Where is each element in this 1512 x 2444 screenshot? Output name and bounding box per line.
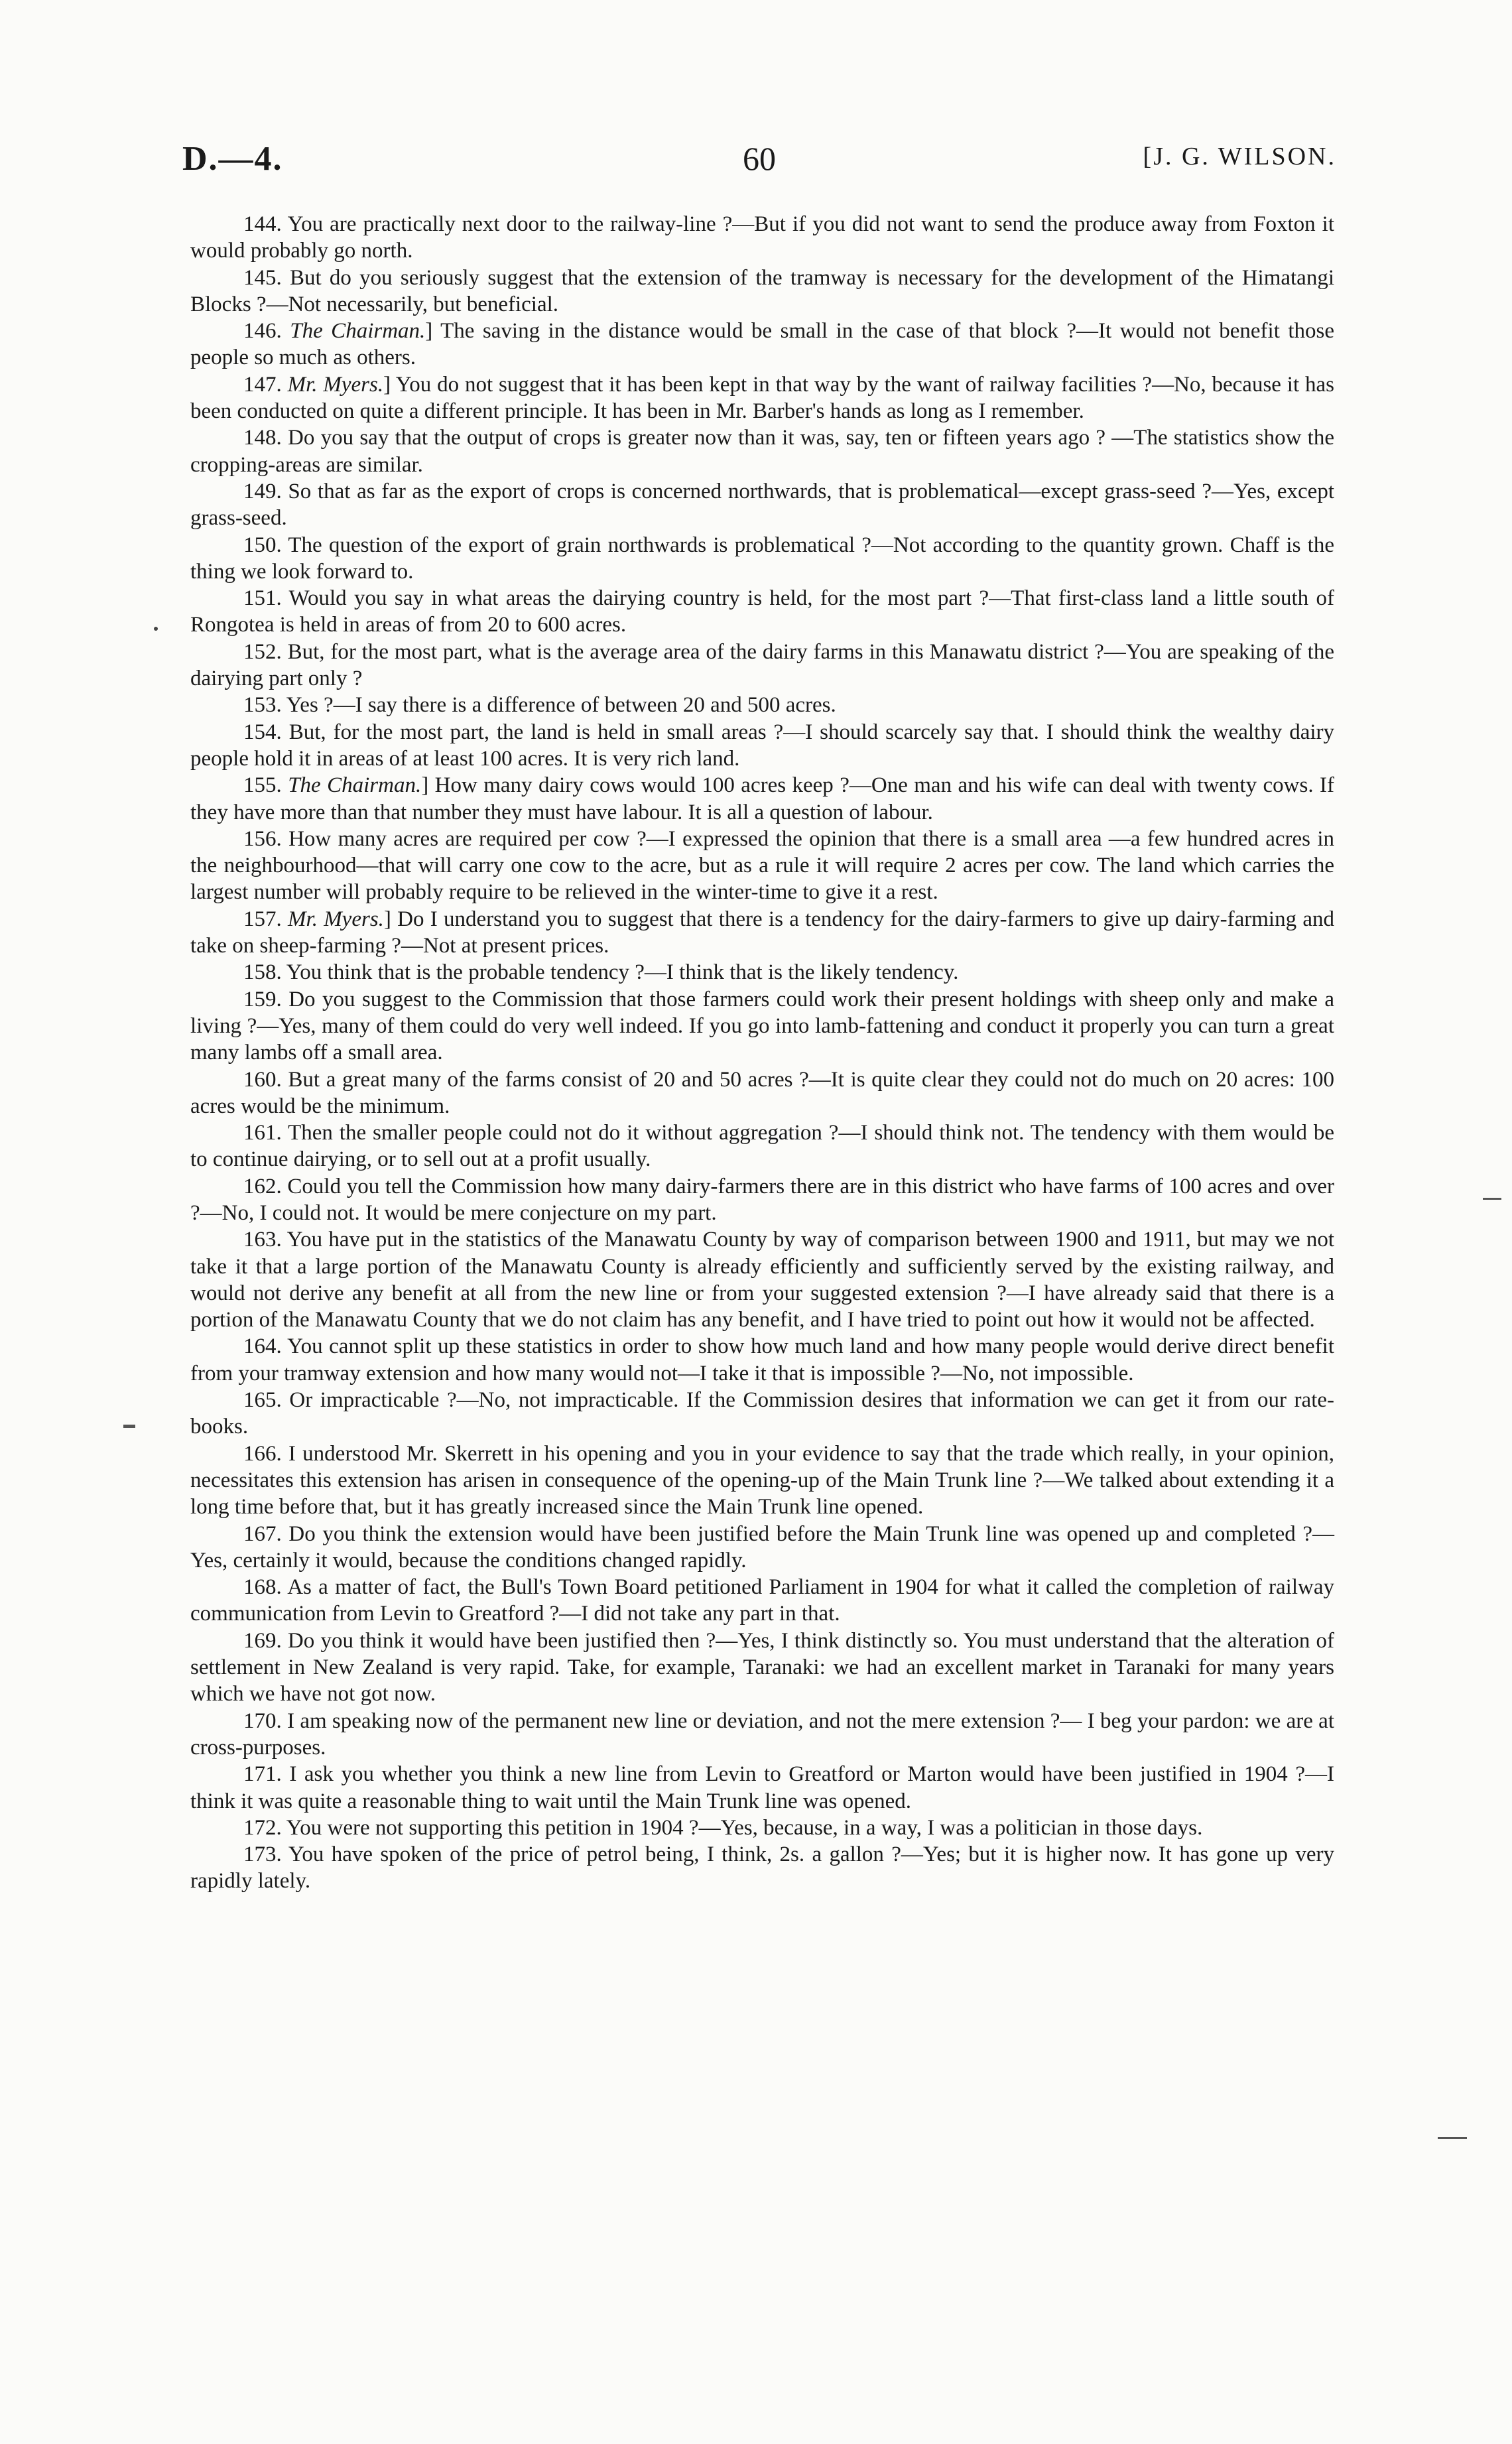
question-169: 169. Do you think it would have been justified then ?—Yes, I think distinctly so. You must understand that the alteration of settlement in New Zealand is very rapid. Take, for example, Taranaki: we had an excellent market in Taranaki for many years which we have not got now. xyxy=(190,1628,1334,1706)
question-number: 157. xyxy=(243,907,282,931)
page-header xyxy=(182,139,1336,186)
page-number: 60 xyxy=(743,140,776,177)
question-155 xyxy=(190,772,1334,826)
question-text: ] You do not suggest that it has been kept in that way by the want of railway facilities ?—No, because it has been conducted on quite a different principle. It has been in Mr. Barber's hands as long as I remember. xyxy=(190,372,1334,424)
margin-speck xyxy=(154,627,158,631)
question-168: 168. As a matter of fact, the Bull's Town Board petitioned Parliament in 1904 for what it called the completion of railway communication from Levin to Greatford ?—I did not take any part in that. xyxy=(190,1575,1334,1626)
speaker-name: Mr. Myers. xyxy=(288,907,384,931)
question-149: 149. So that as far as the export of crops is concerned northwards, that is problematical—except grass-seed ?—Yes, except grass-seed. xyxy=(190,479,1334,531)
speaker-name: The Chairman. xyxy=(288,773,422,798)
question-156: 156. How many acres are required per cow ?—I expressed the opinion that there is a small area —a few hundred acres in the neighbourhood—that will carry one cow to the acre, but as a rule it will require 2 acres per cow. The land which carries the largest number will probably require to be relieved in the winter-time to give it a rest. xyxy=(190,826,1334,905)
question-145: 145. But do you seriously suggest that the extension of the tramway is necessary for the development of the Himatangi Blocks ?—Not necessarily, but beneficial. xyxy=(190,265,1334,316)
testimony-body xyxy=(190,211,1334,1895)
question-number: 155. xyxy=(243,773,282,798)
question-text: ] How many dairy cows would 100 acres keep ?—One man and his wife can deal with twenty cows. If they have more than that number they must have labour. It is all a question of labour. xyxy=(190,773,1335,824)
question-160: 160. But a great many of the farms consist of 20 and 50 acres ?—It is quite clear they could not do much on 20 acres: 100 acres would be the minimum. xyxy=(190,1067,1334,1118)
question-151: 151. Would you say in what areas the dairying country is held, for the most part ?—That first-class land a little south of Rongotea is held in areas of from 20 to 600 acres. xyxy=(190,586,1334,637)
question-148: 148. Do you say that the output of crops is greater now than it was, say, ten or fifteen years ago ? —The statistics show the cropping-areas are similar. xyxy=(190,426,1334,477)
question-172: 172. You were not supporting this petition in 1904 ?—Yes, because, in a way, I was a politician in those days. xyxy=(243,1815,1203,1840)
question-text: ] The saving in the distance would be small in the case of that block ?—It would not benefit those people so much as others. xyxy=(190,319,1334,370)
question-165: 165. Or impracticable ?—No, not impracticable. If the Commission desires that information we can get it from our rate-books. xyxy=(190,1388,1334,1439)
question-162: 162. Could you tell the Commission how many dairy-farmers there are in this district who have farms of 100 acres and over ?—No, I could not. It would be mere conjecture on my part. xyxy=(190,1174,1334,1225)
question-159: 159. Do you suggest to the Commission that those farmers could work their present holdings with sheep only and make a living ?—Yes, many of them could do very well indeed. If you go into lamb-fattening and conduct it properly you can turn a great many lambs off a small area. xyxy=(190,987,1334,1065)
question-171: 171. I ask you whether you think a new line from Levin to Greatford or Marton would have been justified in 1904 ?—I think it was quite a reasonable thing to wait until the Main Trunk line was opened. xyxy=(190,1762,1334,1813)
question-154: 154. But, for the most part, the land is held in small areas ?—I should scarcely say that. I should think the wealthy dairy people hold it in areas of at least 100 acres. It is very rich land. xyxy=(190,720,1334,771)
margin-mark xyxy=(1483,1198,1501,1200)
question-153: 153. Yes ?—I say there is a difference of between 20 and 500 acres. xyxy=(243,693,836,718)
question-152: 152. But, for the most part, what is the average area of the dairy farms in this Manawatu district ?—You are speaking of the dairying part only ? xyxy=(190,639,1334,691)
question-147 xyxy=(190,371,1334,425)
question-146 xyxy=(190,318,1334,371)
question-173: 173. You have spoken of the price of petrol being, I think, 2s. a gallon ?—Yes; but it is higher now. It has gone up very rapidly lately. xyxy=(190,1842,1334,1894)
question-164: 164. You cannot split up these statistics in order to show how much land and how many people would derive direct benefit from your tramway extension and how many would not—I take it that is impossible ?—No, not impossible. xyxy=(190,1334,1334,1385)
question-167: 167. Do you think the extension would have been justified before the Main Trunk line was opened up and completed ?—Yes, certainly it would, because the conditions changed rapidly. xyxy=(190,1521,1334,1573)
question-144: 144. You are practically next door to the railway-line ?—But if you did not want to send the produce away from Foxton it would probably go north. xyxy=(190,212,1334,263)
document-reference: D.—4. xyxy=(182,140,283,178)
question-150: 150. The question of the export of grain northwards is problematical ?—Not according to the quantity grown. Chaff is the thing we look forward to. xyxy=(190,533,1334,584)
question-170: 170. I am speaking now of the permanent new line or deviation, and not the mere extension ?— I beg your pardon: we are at cross-purposes. xyxy=(190,1708,1334,1760)
question-163: 163. You have put in the statistics of the Manawatu County by way of comparison between 1900 and 1911, but may we not take it that a large portion of the Manawatu County is already efficiently and sufficiently served by the existing railway, and would not derive any benefit at all from the new line or from your suggested extension ?—I have already said that there is a portion of the Manawatu County that we do not claim has any benefit, and I have tried to point out how it would not be affected. xyxy=(190,1228,1334,1332)
question-number: 146. xyxy=(243,319,282,344)
question-157 xyxy=(190,906,1334,960)
margin-mark xyxy=(123,1425,135,1428)
question-161: 161. Then the smaller people could not do it without aggregation ?—I should think not. The tendency with them would be to continue dairying, or to sell out at a profit usually. xyxy=(190,1121,1334,1172)
question-166: 166. I understood Mr. Skerrett in his opening and you in your evidence to say that the trade which really, in your opinion, necessitates this extension has arisen in consequence of the opening-up of the Main Trunk line ?—We talked about extending it a long time before that, but it has greatly increased since the Main Trunk line opened. xyxy=(190,1441,1334,1519)
speaker-name: The Chairman. xyxy=(290,319,426,344)
question-158: 158. You think that is the probable tendency ?—I think that is the likely tendency. xyxy=(243,960,959,985)
speaker-name: Mr. Myers. xyxy=(287,372,384,397)
witness-name: [J. G. WILSON. xyxy=(1143,143,1336,170)
question-number: 147. xyxy=(243,372,282,397)
question-text: ] Do I understand you to suggest that there is a tendency for the dairy-farmers to give up dairy-farming and take on sheep-farming ?—Not at present prices. xyxy=(190,907,1334,958)
margin-mark xyxy=(1438,2137,1467,2139)
